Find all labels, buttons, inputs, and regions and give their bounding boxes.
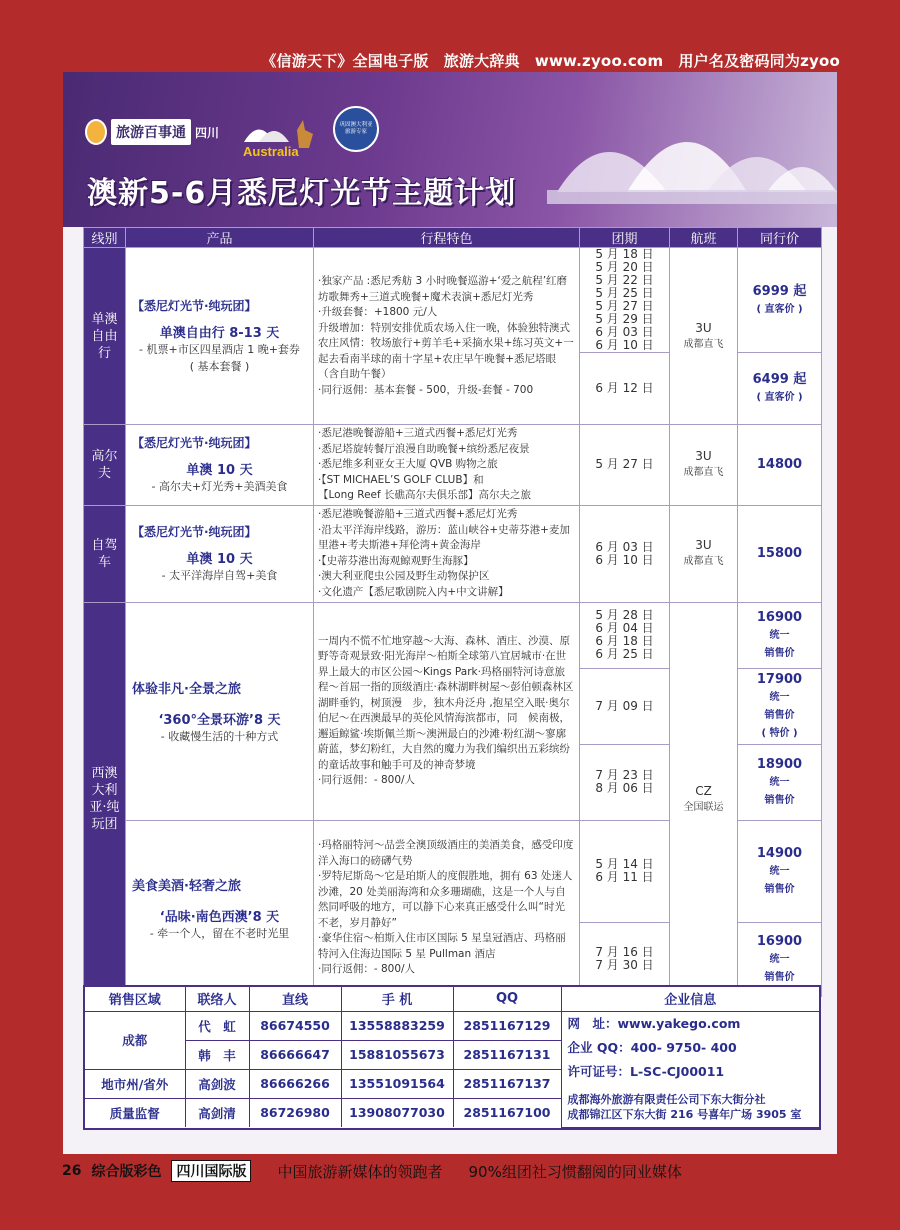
contact-header	[85, 987, 819, 1011]
feature-cell: ·悉尼港晚餐游船+三道式西餐+悉尼灯光秀 ·悉尼塔旋转餐厅浪漫自助晚餐+缤纷悉尼夜景 ·悉尼维多利亚女王大厦 QVB 购物之旅 ·【ST MICHAEL’S GOLF CLUB】和 【Long Reef 长礁高尔夫俱乐部】高尔夫之旅	[314, 425, 580, 506]
product-title: ‘360°全景环游’8 天	[158, 712, 281, 728]
contact-name: 代 虹	[185, 1011, 249, 1040]
header	[63, 72, 837, 227]
dates-cell: 5 月 27 日	[580, 425, 670, 506]
flight-sub: 成都直飞	[683, 467, 724, 479]
contact-mobile: 13558883259	[341, 1011, 453, 1040]
product-sub: - 高尔夫+灯光秀+美酒美食	[151, 480, 288, 494]
price-sub: 统一 销售价	[764, 953, 795, 983]
contact-region: 成都	[85, 1011, 185, 1069]
badge-icon	[333, 106, 379, 152]
dates-cell: 6 月 03 日 6 月 10 日	[580, 505, 670, 602]
footer-row	[62, 1160, 682, 1182]
table-row	[84, 425, 822, 506]
product-name: 单澳 10 天	[186, 552, 253, 567]
product-sub: - 机票+市区四星酒店 1 晚+套券 ( 基本套餐 )	[139, 343, 300, 373]
flight-cell	[670, 425, 738, 506]
contact-qq: 2851167131	[453, 1040, 561, 1069]
price-value: 6999 起	[752, 283, 807, 299]
contact-qq: 2851167137	[453, 1069, 561, 1098]
zone-label: 单澳自由行	[84, 248, 126, 425]
feature-cell: ·悉尼港晚餐游船+三道式西餐+悉尼灯光秀 ·沿太平洋海岸线路，游历：蓝山峡谷+史蒂芬港+麦加里港+考夫斯港+拜伦湾+黄金海岸 ·【史蒂芬港出海观鲸观野生海豚】 ·澳大利亚爬虫公园及野生动物保护区 ·文化遗产【悉尼歌剧院入内+中文讲解】	[314, 505, 580, 602]
feature-cell: ·独家产品 :悉尼秀舫 3 小时晚餐巡游+‘爱之航程’红磨坊歌舞秀+三道式晚餐+魔术表演+悉尼灯光秀 ·升级套餐：+1800 元/人 升级增加：特别安排优质农场入住一晚，体验独特澳式农庄风情：牧场旅行+剪羊毛+采摘水果+练习英文+一起去看南半球的南十字星+农庄早午晚餐+悉尼塔眼（含自助午餐） ·同行返佣：基本套餐 - 500，升级-套餐 - 700	[314, 248, 580, 425]
product-sub: - 牵一个人，留在不老时光里	[149, 926, 290, 940]
flight-cell	[670, 602, 738, 996]
contact-line: 86666266	[249, 1069, 341, 1098]
page	[63, 72, 837, 1154]
product-sub: - 收藏慢生活的十种方式	[160, 729, 279, 743]
australia-logo-icon	[239, 112, 319, 158]
price-cell	[738, 744, 822, 820]
product-name: 体验非凡·全景之旅	[132, 681, 241, 697]
company-website: 网 址：www.yakego.com	[567, 1015, 741, 1031]
dates-cell: 5 月 18 日 5 月 20 日 5 月 22 日 5 月 25 日 5 月 27 日 5 月 29 日 6 月 03 日 6 月 10 日	[580, 248, 670, 353]
footer-section: 综合版彩色	[91, 1164, 162, 1180]
contact-mobile: 13551091564	[341, 1069, 453, 1098]
price-cell	[738, 353, 822, 425]
col-header: 团期	[580, 228, 670, 248]
price-sub: 统一 销售价	[764, 776, 795, 806]
table-header	[84, 228, 822, 248]
product-name: 单澳 10 天	[186, 463, 253, 479]
product-tag: 【悉尼灯光节·纯玩团】	[132, 436, 257, 451]
australia-text: Australia	[243, 144, 299, 158]
price-sub: 统一 销售价	[764, 865, 795, 895]
contact-col-header: 联络人	[185, 987, 249, 1011]
contact-name: 韩 丰	[185, 1040, 249, 1069]
contact-qq: 2851167100	[453, 1098, 561, 1127]
col-header: 行程特色	[314, 228, 580, 248]
price-sub: 统一 销售价	[764, 629, 795, 659]
flight-cell	[670, 248, 738, 425]
col-header: 产品	[126, 228, 314, 248]
price-sub: ( 直客价 )	[756, 392, 803, 403]
product-sub: - 太平洋海岸自驾+美食	[161, 569, 278, 582]
product-cell	[126, 425, 314, 506]
flight-cell	[670, 505, 738, 602]
page-title: 澳新5-6月悉尼灯光节主题计划	[87, 176, 517, 211]
page-number: 26	[62, 1163, 82, 1179]
contact-table	[83, 985, 821, 1130]
contact-name: 高剑波	[185, 1069, 249, 1098]
contact-line: 86666647	[249, 1040, 341, 1069]
product-name: 美食美酒·轻奢之旅	[132, 878, 241, 894]
flight-sub: 成都直飞	[683, 338, 724, 350]
contact-mobile: 15881055673	[341, 1040, 453, 1069]
price-cell: 14800	[738, 425, 822, 506]
logo-name: 旅游百事通	[111, 119, 191, 145]
price-value: 16900	[756, 933, 803, 949]
footer-slogan-1: 中国旅游新媒体的领跑者	[277, 1162, 443, 1181]
top-banner-text: 《信游天下》全国电子版 旅游大辞典 www.zyoo.com 用户名及密码同为zyoo	[261, 52, 840, 70]
feature-cell: 一周内不慌不忙地穿越～大海、森林、酒庄、沙漠、原野等奇观景致·阳光海岸～柏斯全球第八宜居城市·在世界上最大的市区公园～Kings Park·玛格丽特河诗意旅程～首屈一指的顶级酒庄·森林湖畔树屋～彭伯顿森林区湖畔垂钓，树顶漫 步，独木舟泛舟 ,抱星空入眠·奥尔伯尼～在西澳最早的英伦风情海滨都市，同 候南极，邂逅鲸鲨·埃斯佩兰斯～澳洲最白的沙滩·粉红湖～寥廓蔚蓝，梦幻粉红，大自然的魔力为我们编织出五彩缤纷的童话故事和触手可及的神奇梦境 ·同行返佣：- 800/人	[314, 602, 580, 820]
flight-sub: 全国联运	[683, 801, 724, 813]
dates-cell: 7 月 23 日 8 月 06 日	[580, 744, 670, 820]
contact-col-header: 企业信息	[561, 987, 819, 1011]
price-sub: ( 直客价 )	[756, 303, 803, 315]
table-row	[84, 505, 822, 602]
dates-cell: 7 月 09 日	[580, 668, 670, 744]
table-row	[84, 602, 822, 668]
price-cell	[738, 668, 822, 744]
contact-col-header: 手 机	[341, 987, 453, 1011]
product-cell	[126, 248, 314, 425]
zone-label: 自驾车	[84, 505, 126, 602]
zone-label: 西澳大利亚·纯玩团	[84, 602, 126, 996]
flight-code: 3U	[695, 320, 712, 335]
footer-edition: 四川国际版	[171, 1160, 251, 1182]
price-sub: 统一 销售价 ( 特价 )	[761, 691, 798, 739]
contact-mobile: 13908077030	[341, 1098, 453, 1127]
product-name: 单澳自由行 8-13 天	[159, 326, 280, 341]
price-value: 6499 起	[752, 372, 807, 387]
contact-col-header: 销售区域	[85, 987, 185, 1011]
contact-col-header: 直线	[249, 987, 341, 1011]
product-cell	[126, 820, 314, 996]
top-banner	[0, 0, 900, 72]
price-cell: 15800	[738, 505, 822, 602]
company-name: 成都海外旅游有限责任公司下东大街分社	[567, 1092, 766, 1106]
dates-cell: 7 月 16 日 7 月 30 日	[580, 922, 670, 996]
flight-code: CZ	[695, 783, 712, 798]
col-header: 航班	[670, 228, 738, 248]
contact-qq: 2851167129	[453, 1011, 561, 1040]
price-value: 14900	[756, 845, 803, 861]
mascot-icon	[85, 119, 107, 145]
product-cell	[126, 602, 314, 820]
price-cell	[738, 248, 822, 353]
contact-line: 86726980	[249, 1098, 341, 1127]
company-info	[561, 1011, 819, 1127]
dates-cell: 5 月 28 日 6 月 04 日 6 月 18 日 6 月 25 日	[580, 602, 670, 668]
product-tag: 【悉尼灯光节·纯玩团】	[132, 525, 257, 539]
opera-house-icon	[517, 72, 837, 227]
footer-slogan-2: 90%组团社习惯翻阅的同业媒体	[468, 1162, 682, 1181]
flight-code: 3U	[695, 538, 712, 552]
company-address: 成都锦江区下东大街 216 号喜年广场 3905 室	[567, 1107, 802, 1121]
price-cell	[738, 602, 822, 668]
flight-code: 3U	[695, 449, 712, 464]
price-value: 16900	[756, 609, 803, 625]
table-row	[84, 248, 822, 353]
price-cell	[738, 820, 822, 922]
company-license: 许可证号：L-SC-CJ00011	[567, 1063, 725, 1079]
contact-col-header: QQ	[453, 987, 561, 1011]
travel-logo	[85, 117, 219, 147]
logo-sub: 四川	[195, 125, 220, 140]
col-header: 线别	[84, 228, 126, 248]
footer	[0, 1154, 900, 1230]
flight-sub: 成都直飞	[683, 556, 724, 567]
itinerary-table	[83, 227, 822, 997]
product-title: ‘品味·南色西澳’8 天	[159, 909, 280, 925]
dates-cell: 6 月 12 日	[580, 353, 670, 425]
contact-name: 高剑清	[185, 1098, 249, 1127]
col-header: 同行价	[738, 228, 822, 248]
price-value: 18900	[756, 756, 803, 772]
product-cell	[126, 505, 314, 602]
zone-label: 高尔夫	[84, 425, 126, 506]
contact-row	[85, 1011, 819, 1040]
feature-cell: ·玛格丽特河～品尝全澳顶级酒庄的美酒美食，感受印度洋入海口的磅礴气势 ·罗特尼斯岛～它是珀斯人的度假胜地，拥有 63 处迷人沙滩，20 处美丽海湾和众多珊瑚礁，这是一个人与自然同呼吸的地方，可以静下心来真正感受什么叫“时光不老，岁月静好” ·豪华住宿～柏斯入住市区国际 5 星皇冠酒店、玛格丽特河入住海边国际 5 星 Pullman 酒店 ·同行返佣：- 800/人	[314, 820, 580, 996]
company-qq: 企业 QQ：400- 9750- 400	[567, 1039, 737, 1055]
contact-region: 地市州/省外	[85, 1069, 185, 1098]
dates-cell: 5 月 14 日 6 月 11 日	[580, 820, 670, 922]
contact-line: 86674550	[249, 1011, 341, 1040]
badge-text: 巩固澳大利亚旅游专家	[339, 122, 373, 135]
contact-region: 质量监督	[85, 1098, 185, 1127]
price-value: 17900	[756, 671, 803, 687]
product-tag: 【悉尼灯光节·纯玩团】	[132, 299, 257, 313]
